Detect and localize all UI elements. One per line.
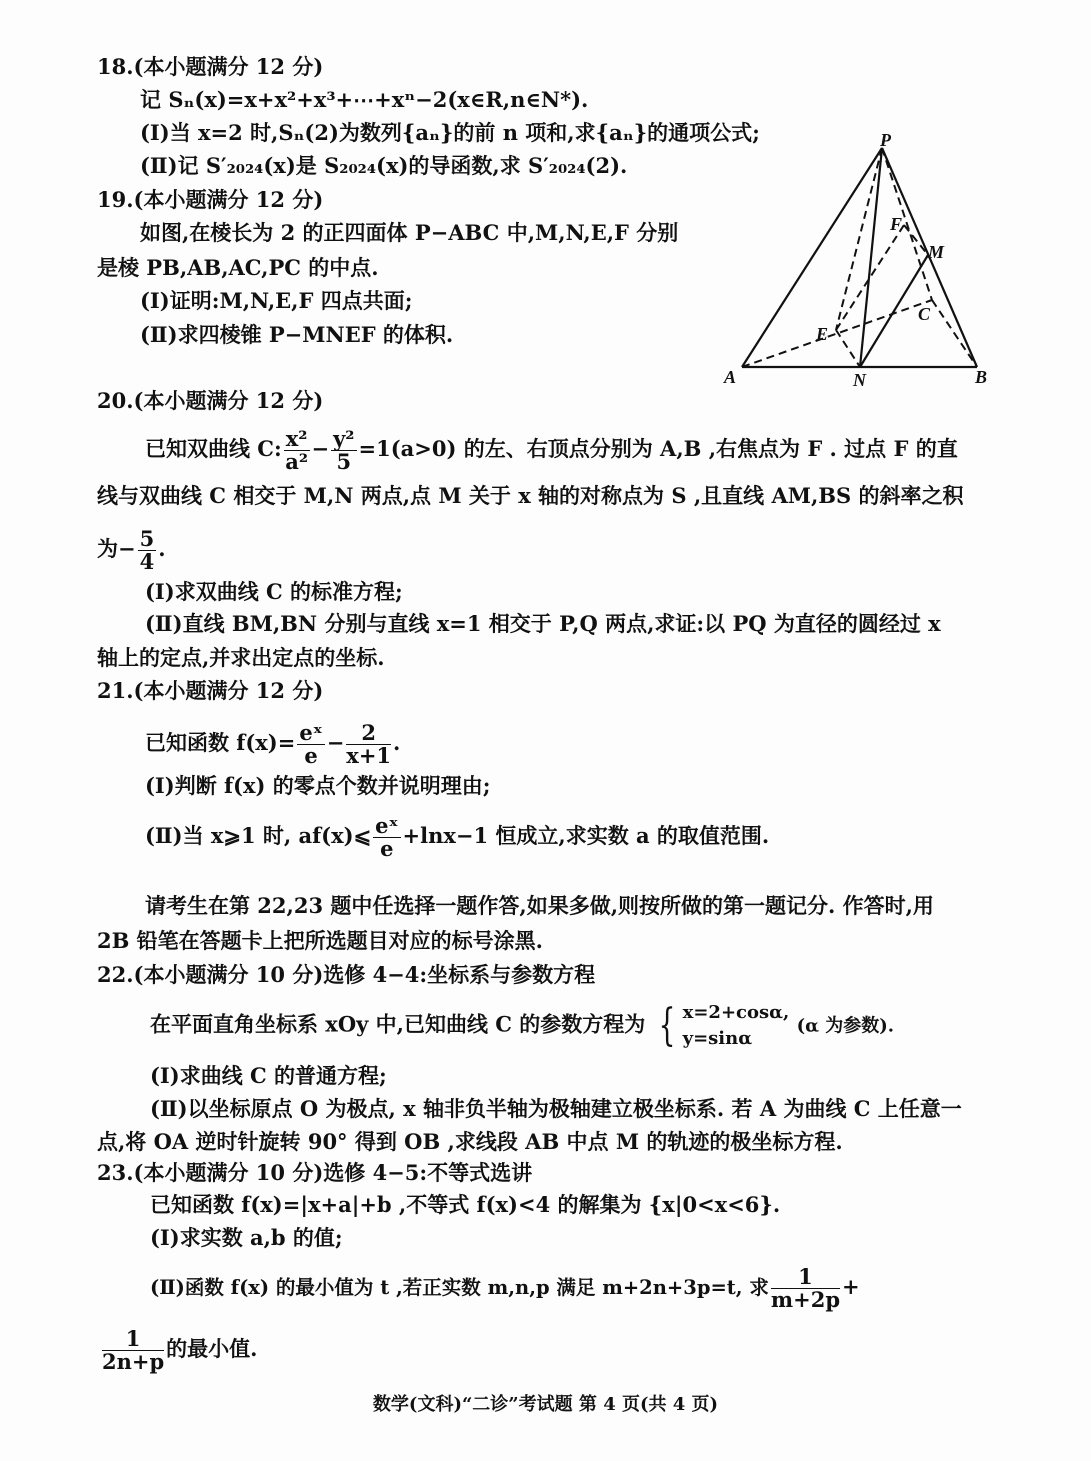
q23-frac1-num: 1 bbox=[771, 1266, 840, 1289]
q23-last-suffix: 的最小值. bbox=[166, 1336, 258, 1361]
q22-title bbox=[97, 962, 595, 988]
q20-frac3 bbox=[138, 528, 157, 573]
q20-frac3-den: 4 bbox=[139, 549, 155, 574]
label-M: M bbox=[928, 242, 945, 262]
q20-number: 20. bbox=[97, 388, 134, 413]
q20-minus: − bbox=[311, 436, 330, 461]
label-C: C bbox=[918, 304, 931, 324]
edge-EN bbox=[836, 330, 860, 367]
q20-line1-prefix: 已知双曲线 C: bbox=[145, 436, 282, 461]
q21-part2-prefix: (Ⅱ)当 x⩾1 时, af(x)⩽ bbox=[145, 823, 372, 848]
label-N: N bbox=[853, 370, 866, 390]
q20-line1-suffix: =1(a>0) 的左、右顶点分别为 A,B ,右焦点为 F . 过点 F 的直 bbox=[358, 436, 958, 461]
q21-frac2 bbox=[346, 722, 391, 767]
q20-line3 bbox=[97, 528, 166, 573]
q21-line1 bbox=[145, 722, 400, 767]
q22-eq2: y=sinα bbox=[682, 1028, 753, 1049]
q23-title bbox=[97, 1160, 532, 1186]
q21-part2-suffix: +lnx−1 恒成立,求实数 a 的取值范围. bbox=[402, 823, 770, 848]
q21-title bbox=[97, 678, 323, 704]
q18-header: (本小题满分 12 分) bbox=[133, 54, 324, 79]
q22-eq1: x=2+cosα, bbox=[682, 1002, 790, 1023]
q21-minus: − bbox=[326, 730, 345, 755]
page-footer: 数学(文科)“二诊”考试题 第 4 页(共 4 页) bbox=[372, 1394, 719, 1415]
q20-part1: (Ⅰ)求双曲线 C 的标准方程; bbox=[145, 579, 403, 604]
q22-line1-prefix: 在平面直角坐标系 xOy 中,已知曲线 C 的参数方程为 bbox=[150, 1011, 646, 1037]
label-P: P bbox=[880, 130, 891, 150]
q23-part2-prefix: (Ⅱ)函数 f(x) 的最小值为 t ,若正实数 m,n,p 满足 m+2n+3p=t, 求 bbox=[150, 1276, 769, 1299]
q18-intro bbox=[140, 87, 588, 113]
left-brace-icon: { bbox=[658, 1000, 676, 1051]
instruction-line1: 请考生在第 22,23 题中任选择一题作答,如果多做,则按所做的第一题记分. 作答时,用 bbox=[145, 893, 934, 918]
q21-line1-suffix: . bbox=[393, 730, 401, 755]
q19-header: (本小题满分 12 分) bbox=[133, 187, 324, 212]
q20-part2-line2: 轴上的定点,并求出定点的坐标. bbox=[97, 645, 385, 670]
q20-line2: 线与双曲线 C 相交于 M,N 两点,点 M 关于 x 轴的对称点为 S ,且直线 AM,BS 的斜率之积 bbox=[97, 483, 964, 508]
q21-part2-frac-num: eˣ bbox=[375, 813, 399, 838]
q18-part1: (Ⅰ)当 x=2 时,Sₙ(2)为数列{aₙ}的前 n 项和,求{aₙ}的通项公式; bbox=[140, 120, 760, 145]
q21-frac2-den: x+1 bbox=[346, 743, 392, 768]
q21-frac2-num: 2 bbox=[346, 722, 391, 745]
q20-line1 bbox=[145, 428, 958, 473]
q18-part2: (Ⅱ)记 S′₂₀₂₄(x)是 S₂₀₂₄(x)的导函数,求 S′₂₀₂₄(2). bbox=[140, 153, 628, 178]
q22-part1: (Ⅰ)求曲线 C 的普通方程; bbox=[150, 1063, 387, 1088]
q22-line1 bbox=[150, 1000, 894, 1052]
q22-part2-line2: 点,将 OA 逆时针旋转 90° 得到 OB ,求线段 AB 中点 M 的轨迹的极坐标方程. bbox=[97, 1129, 843, 1154]
q19-number: 19. bbox=[97, 187, 134, 212]
label-B: B bbox=[975, 367, 988, 387]
q18-title bbox=[97, 54, 323, 80]
edge-PE bbox=[836, 148, 882, 330]
q21-part2-frac bbox=[373, 815, 400, 860]
label-A: A bbox=[724, 367, 737, 387]
q23-part1: (Ⅰ)求实数 a,b 的值; bbox=[150, 1225, 343, 1250]
q23-line1: 已知函数 f(x)=|x+a|+b ,不等式 f(x)<4 的解集为 {x|0<x<6}. bbox=[150, 1192, 781, 1217]
edge-AC bbox=[742, 300, 932, 367]
q20-title bbox=[97, 388, 323, 414]
q21-part2 bbox=[145, 815, 769, 860]
q20-frac3-num: 5 bbox=[139, 526, 155, 551]
q23-frac1 bbox=[771, 1266, 840, 1311]
q23-number: 23. bbox=[97, 1160, 134, 1185]
tetrahedron-figure bbox=[720, 130, 1000, 390]
q19-title bbox=[97, 187, 323, 213]
q20-frac1 bbox=[284, 428, 310, 473]
q23-frac2 bbox=[102, 1328, 164, 1373]
q20-line3-suffix: . bbox=[158, 536, 166, 561]
q21-header: (本小题满分 12 分) bbox=[133, 678, 324, 703]
q21-number: 21. bbox=[97, 678, 134, 703]
q21-frac1 bbox=[297, 722, 324, 767]
q23-last-line bbox=[100, 1328, 257, 1373]
q20-part2-line1: (Ⅱ)直线 BM,BN 分别与直线 x=1 相交于 P,Q 两点,求证:以 PQ 为直径的圆经过 x bbox=[145, 611, 941, 636]
q23-frac1-den: m+2p bbox=[770, 1287, 841, 1312]
q21-line1-prefix: 已知函数 f(x)= bbox=[145, 730, 296, 755]
edge-PA bbox=[742, 148, 882, 367]
q20-header: (本小题满分 12 分) bbox=[133, 388, 324, 413]
q21-frac1-num: eˣ bbox=[299, 720, 323, 745]
q23-frac2-num: 1 bbox=[102, 1328, 164, 1351]
q21-part1: (Ⅰ)判断 f(x) 的零点个数并说明理由; bbox=[145, 773, 491, 798]
q19-line1: 如图,在棱长为 2 的正四面体 P−ABC 中,M,N,E,F 分别 bbox=[140, 220, 679, 245]
label-E: E bbox=[816, 324, 829, 344]
q20-frac1-den: a² bbox=[285, 449, 309, 474]
q18-intro-prefix: 记 bbox=[140, 87, 169, 112]
label-F: F bbox=[890, 214, 903, 234]
q22-part2-line1: (Ⅱ)以坐标原点 O 为极点, x 轴非负半轴为极轴建立极坐标系. 若 A 为曲线 C 上任意一 bbox=[150, 1096, 962, 1121]
q23-part2-suffix: + bbox=[842, 1274, 860, 1299]
q19-part1: (Ⅰ)证明:M,N,E,F 四点共面; bbox=[140, 288, 413, 313]
q22-header: (本小题满分 10 分)选修 4−4:坐标系与参数方程 bbox=[133, 962, 596, 987]
q18-number: 18. bbox=[97, 54, 134, 79]
q21-part2-frac-den: e bbox=[380, 836, 394, 861]
q20-frac2-den: 5 bbox=[336, 449, 352, 474]
q19-line2: 是棱 PB,AB,AC,PC 的中点. bbox=[97, 255, 379, 280]
q22-number: 22. bbox=[97, 962, 134, 987]
q20-line3-prefix: 为− bbox=[97, 536, 136, 561]
q19-part2: (Ⅱ)求四棱锥 P−MNEF 的体积. bbox=[140, 322, 454, 347]
q23-header: (本小题满分 10 分)选修 4−5:不等式选讲 bbox=[133, 1160, 533, 1185]
q21-frac1-den: e bbox=[304, 743, 318, 768]
q22-equation-system bbox=[683, 1000, 790, 1052]
q23-part2 bbox=[150, 1266, 860, 1311]
q20-frac2-num: y² bbox=[333, 426, 355, 451]
edge-CB bbox=[932, 300, 977, 367]
q23-frac2-den: 2n+p bbox=[102, 1349, 165, 1374]
q18-intro-formula: Sₙ(x)=x+x²+x³+⋯+xⁿ−2(x∈R,n∈N*). bbox=[168, 87, 589, 112]
instruction-line2: 2B 铅笔在答题卡上把所选题目对应的标号涂黑. bbox=[97, 928, 543, 953]
q20-frac2 bbox=[331, 428, 356, 473]
q20-frac1-num: x² bbox=[285, 426, 308, 451]
q22-line1-suffix: (α 为参数). bbox=[796, 1015, 894, 1037]
